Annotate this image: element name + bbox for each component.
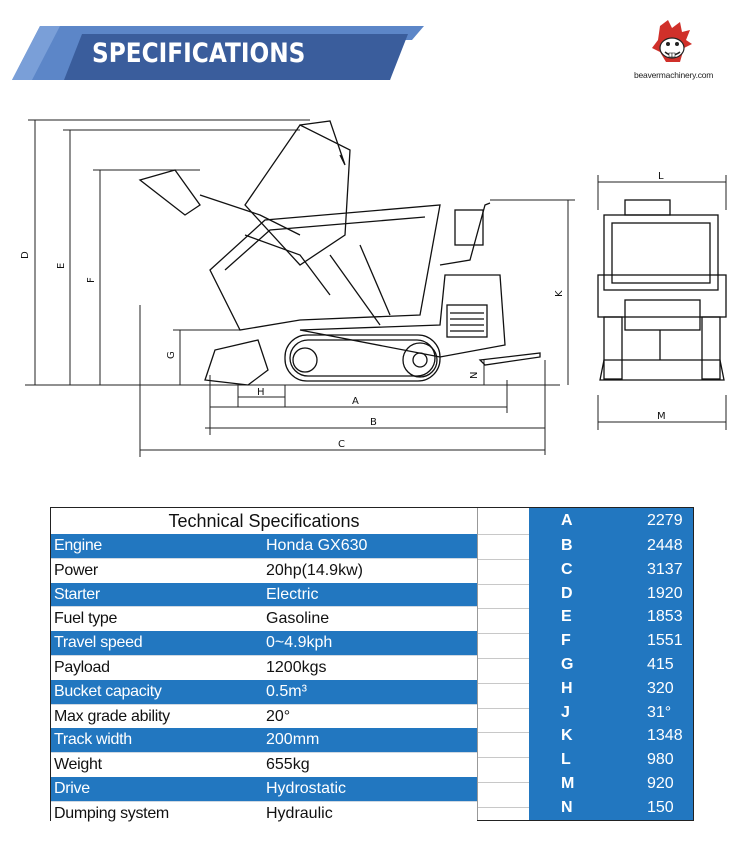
dimension-row (529, 653, 693, 677)
label-m: M (657, 411, 666, 422)
spec-table-title: Technical Specifications (168, 511, 360, 531)
table-row (51, 704, 477, 729)
table-row (51, 631, 477, 655)
dimension-row (529, 534, 693, 558)
dimension-value: 2448 (647, 537, 683, 554)
table-row (51, 728, 477, 752)
spec-value: 20° (266, 707, 291, 725)
spec-label: Travel speed (54, 634, 143, 652)
label-d: D (20, 251, 31, 259)
spec-value: Hydrostatic (266, 779, 347, 797)
label-h: H (257, 387, 265, 398)
spec-label: Max grade ability (54, 707, 170, 725)
dimension-row (529, 605, 693, 629)
spec-label: Engine (54, 537, 103, 554)
dimension-row (529, 772, 693, 796)
label-g: G (166, 351, 177, 359)
dimension-letter: F (561, 632, 571, 650)
dimension-value: 920 (647, 774, 674, 792)
dimension-letter: C (561, 560, 573, 578)
table-row (51, 655, 477, 680)
dimension-letter: L (561, 751, 571, 769)
table-row (51, 558, 477, 583)
spec-label: Payload (54, 658, 110, 676)
dimension-value: 415 (647, 655, 674, 673)
spec-label: Starter (54, 585, 100, 603)
dimension-letter: D (561, 584, 573, 602)
spec-value: Honda GX630 (266, 537, 368, 554)
dimension-row (529, 582, 693, 606)
logo-url-text: beavermachinery.com (634, 70, 714, 80)
label-b: B (370, 417, 377, 428)
dimension-value: 31° (647, 703, 672, 721)
dimension-letter: N (561, 798, 573, 816)
dimension-letter: E (561, 608, 572, 626)
dimension-letter: B (561, 537, 573, 554)
spec-value: 0.5m³ (266, 682, 307, 700)
table-row (51, 801, 477, 826)
dimension-row (529, 677, 693, 701)
table-row (51, 534, 477, 558)
dimension-row (529, 796, 693, 820)
spec-value: 1200kgs (266, 658, 327, 676)
dimension-value: 3137 (647, 560, 683, 578)
dimension-letter: G (561, 655, 574, 673)
side-view-machine (140, 121, 540, 385)
dimension-value: 2279 (647, 512, 683, 529)
dimension-row (529, 701, 693, 725)
spec-value: 655kg (266, 756, 310, 774)
label-k: K (554, 290, 565, 297)
spec-value: Hydraulic (266, 804, 333, 822)
spec-value: 0~4.9kph (266, 634, 333, 652)
dimension-letter: M (561, 774, 575, 792)
spec-label: Dumping system (54, 804, 169, 822)
dimension-row (529, 508, 693, 534)
label-f: F (86, 277, 97, 283)
spec-table (50, 507, 694, 821)
dimension-letter: H (561, 679, 573, 697)
front-view-machine (598, 200, 726, 380)
spec-label: Bucket capacity (54, 682, 162, 700)
spec-value: 20hp(14.9kw) (266, 561, 363, 579)
spec-label: Fuel type (54, 610, 118, 628)
dimension-value: 1920 (647, 584, 683, 602)
dimension-letter: A (561, 512, 573, 529)
spec-label: Power (54, 561, 98, 579)
dimension-letter: K (561, 727, 573, 745)
label-l: L (658, 171, 664, 182)
dimension-value: 980 (647, 751, 674, 769)
table-row (51, 680, 477, 704)
spec-spacer-column (477, 508, 530, 820)
table-row (51, 777, 477, 801)
dimension-value: 150 (647, 798, 674, 816)
label-n: N (469, 371, 480, 379)
spec-value: Gasoline (266, 610, 330, 628)
dimension-row (529, 748, 693, 772)
table-row (51, 606, 477, 631)
spec-left-column (51, 508, 477, 826)
beaver-head-icon (630, 18, 716, 74)
spec-value: Electric (266, 585, 319, 603)
spec-label: Weight (54, 756, 102, 774)
dimension-value: 1348 (647, 727, 683, 745)
table-row (51, 752, 477, 777)
dimension-value: 1551 (647, 632, 683, 650)
label-c: C (338, 439, 345, 450)
dimension-column (529, 508, 693, 820)
dimension-value: 320 (647, 679, 674, 697)
dimension-value: 1853 (647, 608, 683, 626)
dimension-row (529, 724, 693, 748)
label-a: A (352, 396, 359, 407)
page-title: SPECIFICATIONS (92, 38, 306, 69)
dimension-letter: J (561, 703, 570, 721)
spec-label: Track width (54, 731, 132, 749)
spec-value: 200mm (266, 731, 320, 749)
technical-drawing (0, 95, 750, 465)
spec-label: Drive (54, 779, 90, 797)
table-row (51, 583, 477, 607)
dimension-row (529, 629, 693, 653)
label-e: E (56, 262, 67, 269)
dimension-row (529, 558, 693, 582)
